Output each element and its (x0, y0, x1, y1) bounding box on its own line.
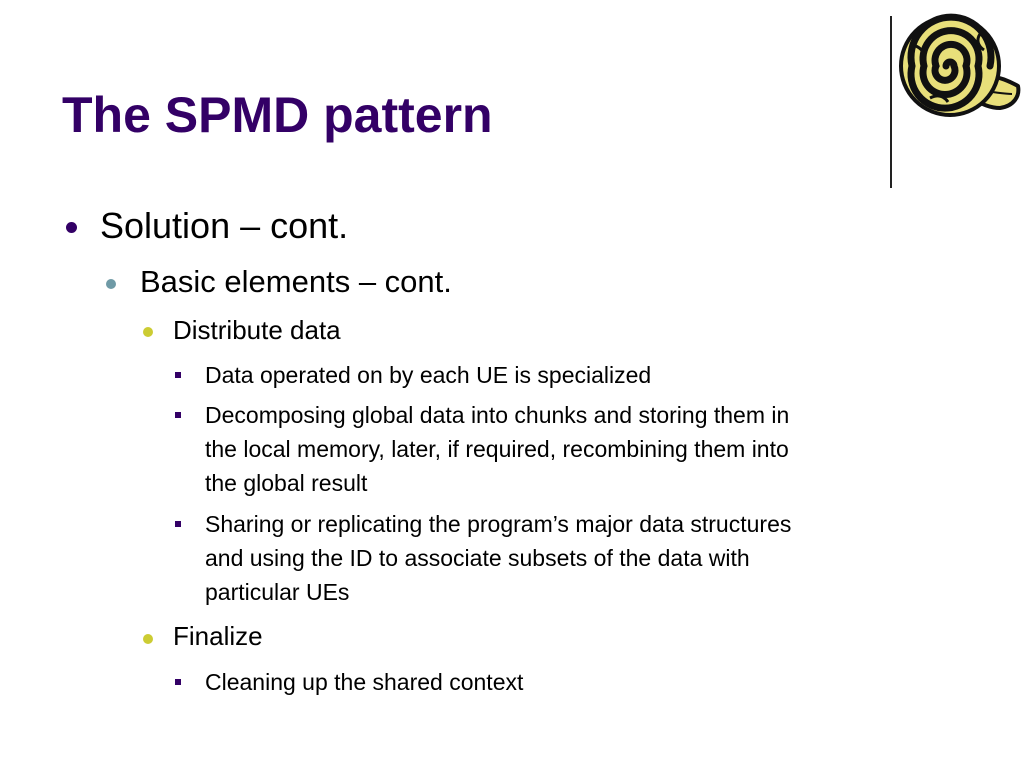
bullet-level3 (143, 327, 153, 337)
list-item (205, 665, 523, 699)
list-item-line: Sharing or replicating the program’s major data structures (205, 511, 792, 537)
list-item-line: Decomposing global data into chunks and storing them in (205, 402, 790, 428)
divider-line (890, 16, 892, 188)
bullet-text-level2: Basic elements – cont. (140, 264, 452, 299)
bullet-level4 (175, 521, 181, 527)
bullet-level4 (175, 679, 181, 685)
list-item-line: and using the ID to associate subsets of the data with (205, 545, 750, 571)
bullet-level4 (175, 372, 181, 378)
bullet-level4 (175, 412, 181, 418)
list-item-line: Cleaning up the shared context (205, 669, 524, 695)
section-heading: Finalize (173, 621, 263, 651)
list-item (205, 398, 789, 500)
list-item (205, 507, 791, 609)
list-item-line: Data operated on by each UE is specialized (205, 362, 652, 388)
list-item-line: particular UEs (205, 579, 350, 605)
list-item-line: the global result (205, 470, 368, 496)
list-item (205, 358, 651, 392)
section-heading: Distribute data (173, 315, 341, 345)
slide-title: The SPMD pattern (62, 87, 493, 143)
bullet-level1 (66, 222, 77, 233)
bullet-level3 (143, 634, 153, 644)
bullet-text-level1: Solution – cont. (100, 205, 349, 246)
list-item-line: the local memory, later, if required, recombining them into (205, 436, 789, 462)
bullet-level2 (106, 279, 116, 289)
scroll-icon (896, 10, 1024, 122)
